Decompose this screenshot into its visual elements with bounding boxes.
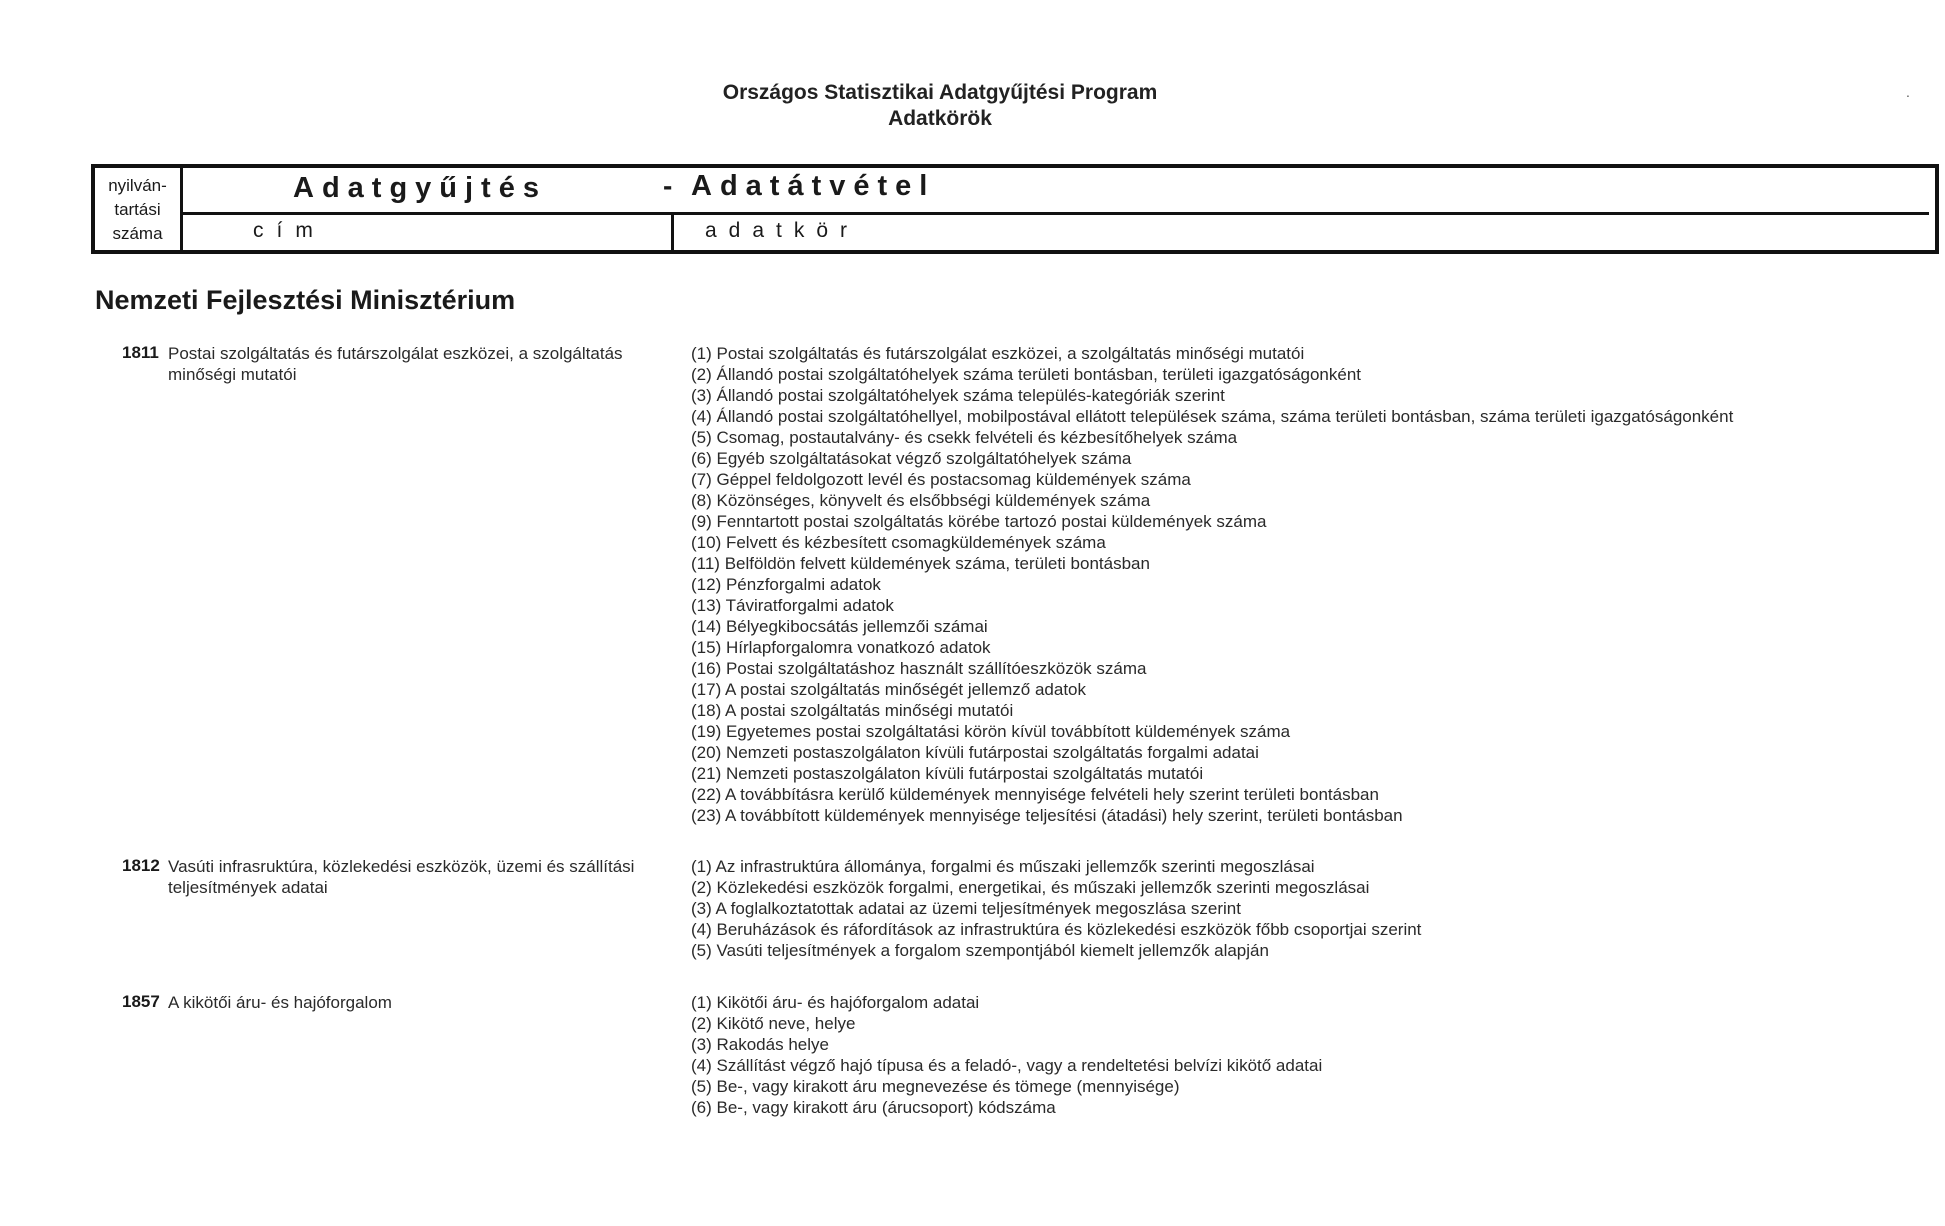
list-item: (20) Nemzeti postaszolgálaton kívüli futárpostai szolgáltatás forgalmi adatai [691,743,1259,762]
list-item: (9) Fenntartott postai szolgáltatás körébe tartozó postai küldemények száma [691,512,1267,531]
header-adatatvetel: Adatátvétel [691,170,936,202]
list-item: (1) Az infrastruktúra állománya, forgalmi és műszaki jellemzők szerinti megoszlásai [691,857,1315,876]
entry-item-list [691,343,1921,826]
list-item: (17) A postai szolgáltatás minőségét jellemző adatok [691,680,1087,699]
column-header-box [91,164,1939,254]
list-item: (15) Hírlapforgalomra vonatkozó adatok [691,638,991,657]
list-item: (5) Be-, vagy kirakott áru megnevezése és tömege (mennyisége) [691,1077,1180,1096]
document-title [0,80,1880,132]
entry-code: 1857 [122,992,160,1011]
list-item: (5) Vasúti teljesítmények a forgalom szempontjából kiemelt jellemzők alapján [691,941,1269,960]
list-item: (2) Állandó postai szolgáltatóhelyek száma területi bontásban, területi igazgatóságonként [691,365,1362,384]
header-divider-vertical [671,215,674,250]
list-item: (18) A postai szolgáltatás minőségi mutatói [691,701,1014,720]
list-item: (4) Beruházások és ráfordítások az infrastruktúra és közlekedési eszközök főbb csoportjai szerint [691,920,1422,939]
label-line-1: nyilván- [108,176,167,195]
title-line-1: Országos Statisztikai Adatgyűjtési Program [722,81,1158,104]
list-item: (6) Be-, vagy kirakott áru (árucsoport) kódszáma [691,1098,1056,1117]
list-item: (4) Állandó postai szolgáltatóhellyel, mobilpostával ellátott települések száma, száma területi bontásban, száma területi igazgatóságonként [691,407,1734,426]
list-item: (1) Kikötői áru- és hajóforgalom adatai [691,993,980,1012]
list-item: (5) Csomag, postautalvány- és csekk felvételi és kézbesítőhelyek száma [691,428,1238,447]
list-item: (11) Belföldön felvett küldemények száma, területi bontásban [691,554,1150,573]
list-item: (1) Postai szolgáltatás és futárszolgálat eszközei, a szolgáltatás minőségi mutatói [691,344,1305,363]
list-item: (16) Postai szolgáltatáshoz használt szállítóeszközök száma [691,659,1147,678]
list-item: (23) A továbbított küldemények mennyisége teljesítési (átadási) hely szerint, területi bontásban [691,806,1403,825]
header-dash: - [663,170,673,201]
header-divider-horizontal [183,212,1929,215]
label-line-2: tartási [114,200,161,219]
list-item: (3) A foglalkoztatottak adatai az üzemi teljesítmények megoszlása szerint [691,899,1241,918]
list-item: (3) Állandó postai szolgáltatóhelyek száma település-kategóriák szerint [691,386,1225,405]
entry-code: 1811 [122,343,159,362]
entry-code: 1812 [122,856,160,875]
list-item: (21) Nemzeti postaszolgálaton kívüli futárpostai szolgáltatás mutatói [691,764,1204,783]
list-item: (19) Egyetemes postai szolgáltatási körön kívül továbbított küldemények száma [691,722,1291,741]
list-item: (6) Egyéb szolgáltatásokat végző szolgáltatóhelyek száma [691,449,1132,468]
entry-item-list [691,856,1921,961]
list-item: (2) Kikötő neve, helye [691,1014,856,1033]
list-item: (3) Rakodás helye [691,1035,829,1054]
list-item: (14) Bélyegkibocsátás jellemzői számai [691,617,988,636]
header-adatkor: adatkör [705,219,860,242]
title-line-2: Adatkörök [888,107,992,130]
list-item: (13) Táviratforgalmi adatok [691,596,894,615]
list-item: (2) Közlekedési eszközök forgalmi, energetikai, és műszaki jellemzők szerinti megoszlásai [691,878,1370,897]
header-cim: cím [253,219,326,242]
entry-item-list [691,992,1921,1118]
list-item: (8) Közönséges, könyvelt és elsőbbségi küldemények száma [691,491,1151,510]
list-item: (10) Felvett és kézbesített csomagküldemények száma [691,533,1106,552]
entry-title: Vasúti infrasruktúra, közlekedési eszközök, üzemi és szállítási teljesítmények adatai [168,857,635,897]
list-item: (7) Géppel feldolgozott levél és postacsomag küldemények száma [691,470,1191,489]
registration-number-label [95,168,183,250]
ministry-heading: Nemzeti Fejlesztési Minisztérium [95,285,516,315]
corner-mark: . [1906,84,1910,100]
list-item: (12) Pénzforgalmi adatok [691,575,881,594]
header-adatgyujtes: Adatgyűjtés [293,172,547,204]
entry-title: A kikötői áru- és hajóforgalom [168,993,392,1012]
entry-title: Postai szolgáltatás és futárszolgálat eszközei, a szolgáltatás minőségi mutatói [168,344,623,384]
label-line-3: száma [112,224,163,243]
list-item: (22) A továbbításra kerülő küldemények mennyisége felvételi hely szerint területi bontásban [691,785,1379,804]
list-item: (4) Szállítást végző hajó típusa és a feladó-, vagy a rendeltetési belvízi kikötő adatai [691,1056,1323,1075]
